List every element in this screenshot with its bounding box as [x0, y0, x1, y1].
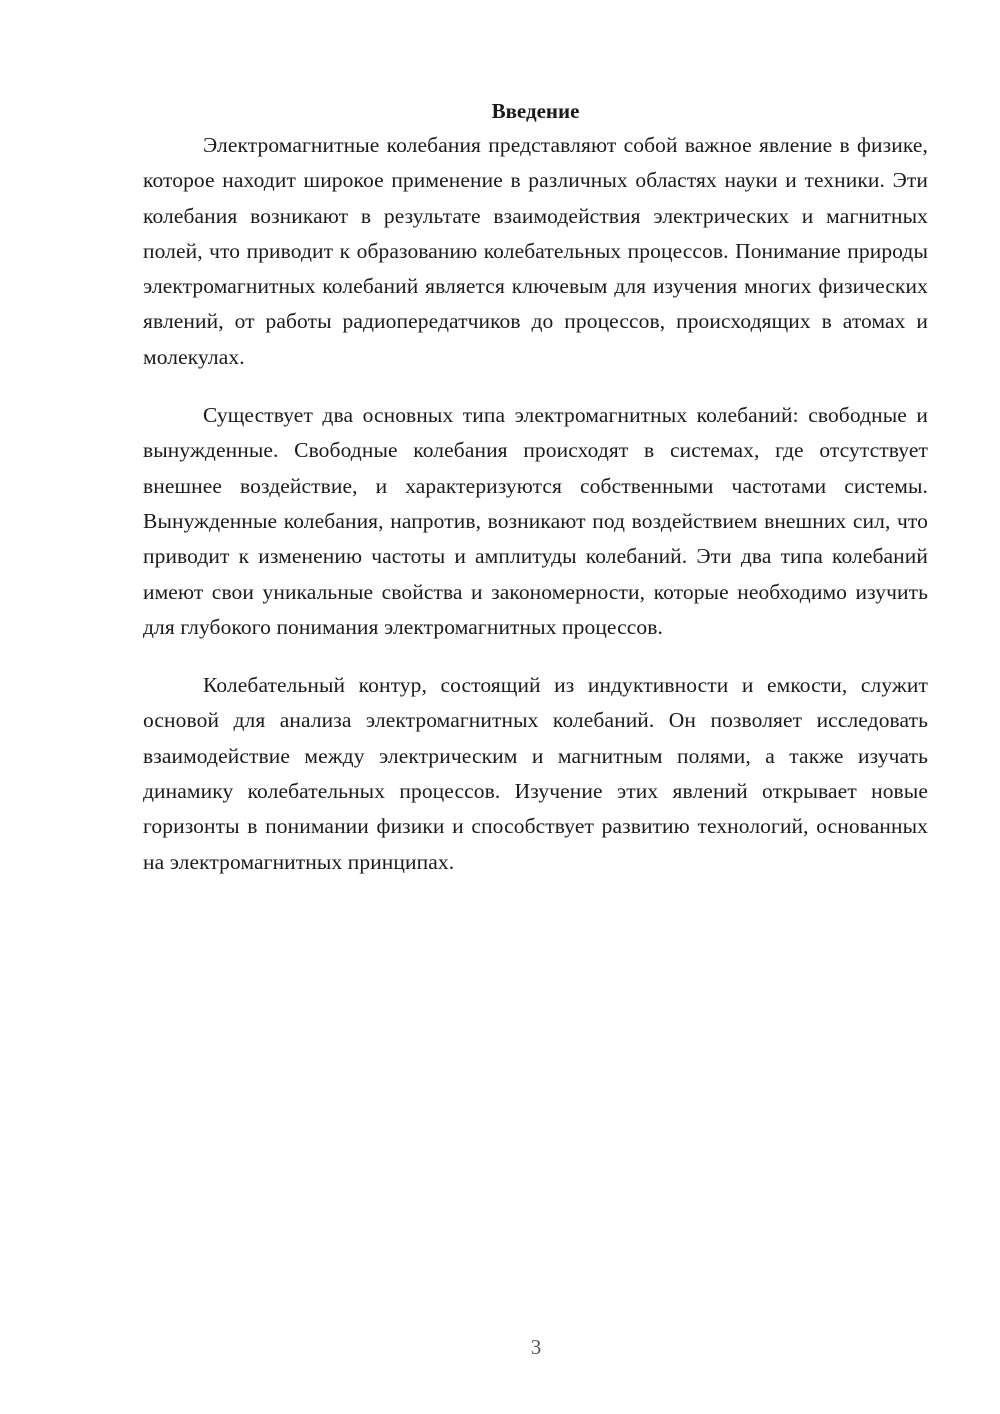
paragraph-2: Существует два основных типа электромагнитных колебаний: свободные и вынужденные. Свободные колебания происходят в системах, где отсутствует внешнее воздействие, и характеризуются собственными частотами системы. Вынужденные колебания, напротив, возникают под воздействием внешних сил, что приводит к изменению частоты и амплитуды колебаний. Эти два типа колебаний имеют свои уникальные свойства и закономерности, которые необходимо изучить для глубокого понимания электромагнитных процессов. [143, 403, 928, 639]
page-number: 3 [530, 1335, 542, 1359]
page-content [143, 96, 928, 903]
paragraph-1: Электромагнитные колебания представляют собой важное явление в физике, которое находит широкое применение в различных областях науки и техники. Эти колебания возникают в результате взаимодействия электрических и магнитных полей, что приводит к образованию колебательных процессов. Понимание природы электромагнитных колебаний является ключевым для изучения многих физических явлений, от работы радиопередатчиков до процессов, происходящих в атомах и молекулах. [143, 133, 928, 369]
section-heading: Введение [491, 99, 580, 123]
paragraph-3: Колебательный контур, состоящий из индуктивности и емкости, служит основой для анализа электромагнитных колебаний. Он позволяет исследовать взаимодействие между электрическим и магнитным полями, а также изучать динамику колебательных процессов. Изучение этих явлений открывает новые горизонты в понимании физики и способствует развитию технологий, основанных на электромагнитных принципах. [143, 673, 928, 874]
